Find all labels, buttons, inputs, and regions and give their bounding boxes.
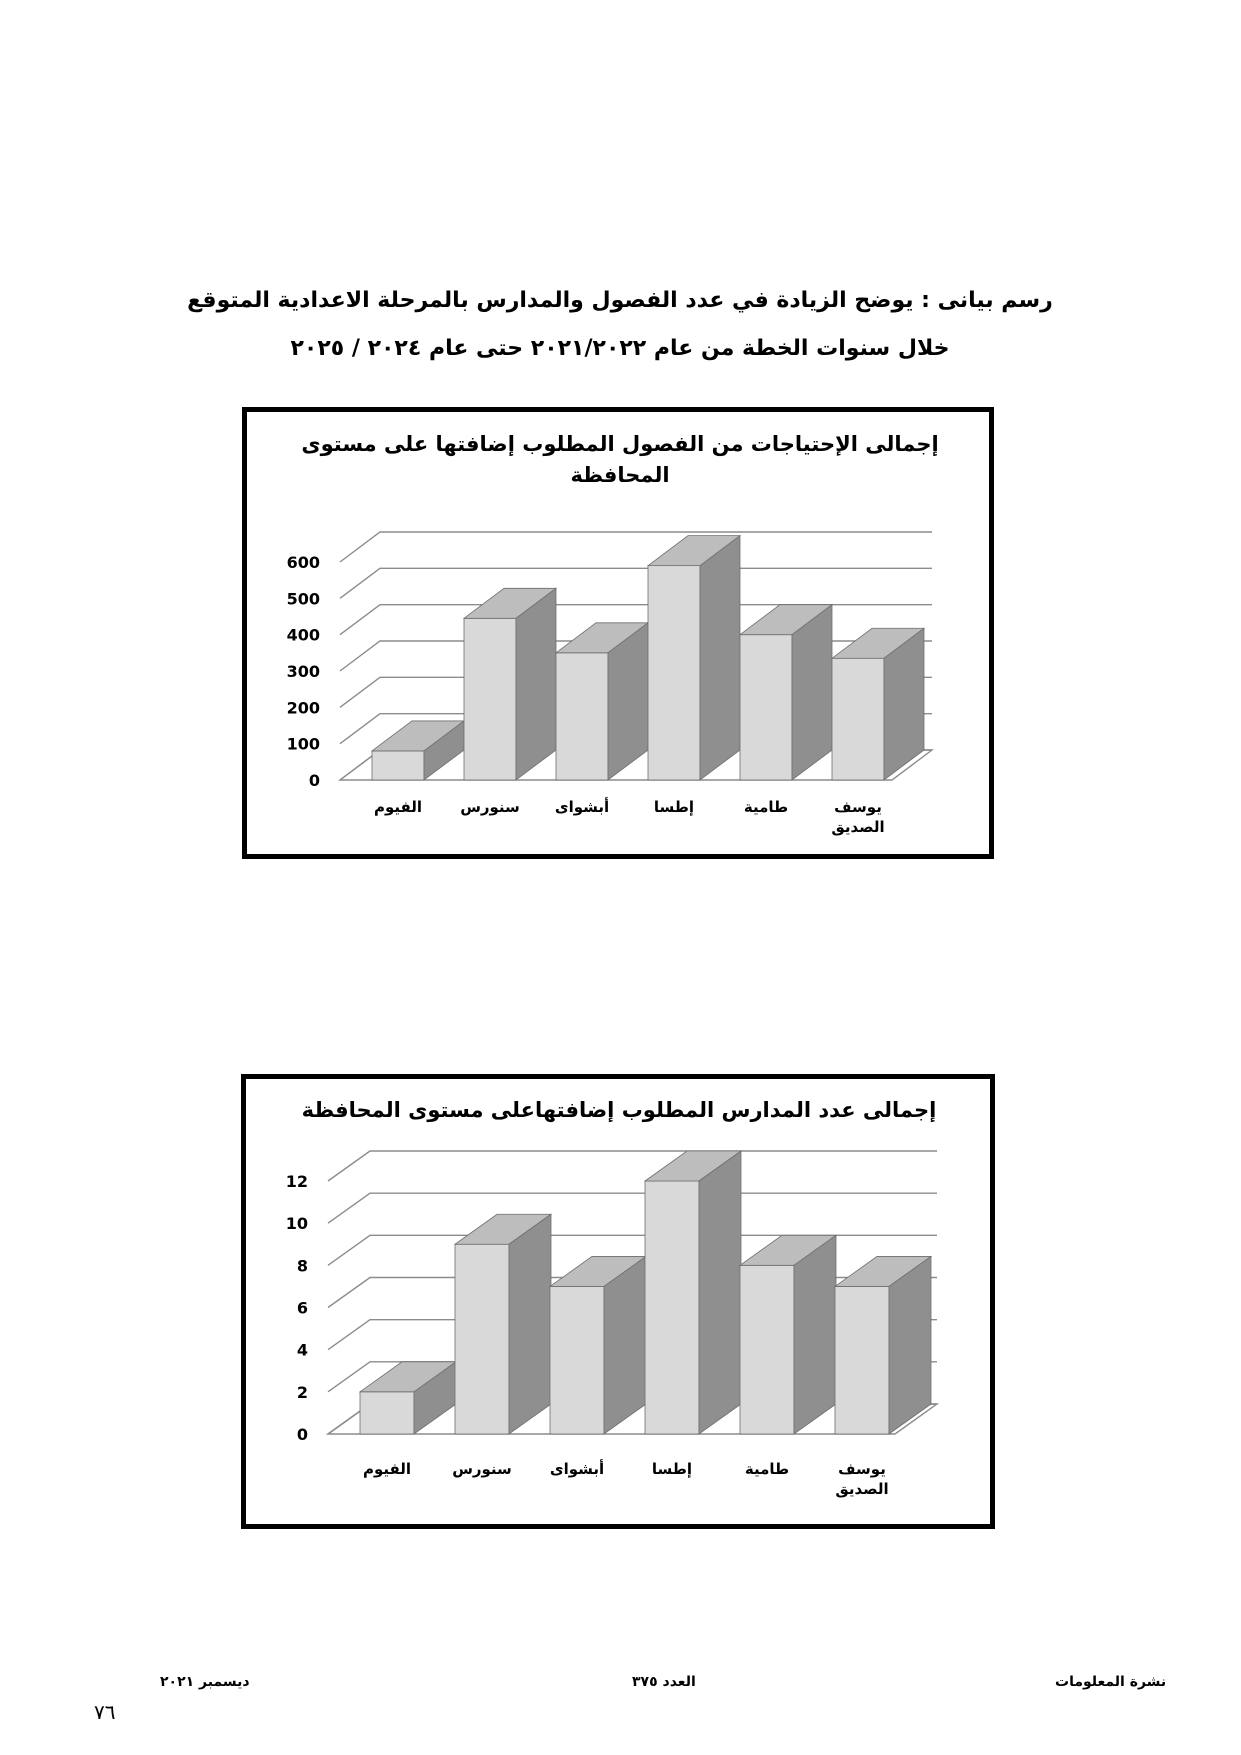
- category-label: الفيوم: [373, 798, 423, 816]
- y-tick-label: 500: [286, 589, 320, 609]
- page-heading-line2: خلال سنوات الخطة من عام ٢٠٢١/٢٠٢٢ حتى عام ٢٠٢٤ / ٢٠٢٥: [290, 336, 950, 361]
- gridline: [328, 1193, 937, 1223]
- bar-front: [372, 751, 424, 780]
- gridline: [340, 568, 932, 598]
- category-label: إطسا: [651, 1460, 693, 1478]
- bar: [464, 588, 556, 780]
- bar: [832, 628, 924, 780]
- bar-side: [794, 1235, 836, 1434]
- bar: [645, 1151, 741, 1434]
- y-tick-label: 400: [286, 625, 320, 645]
- bar: [740, 1235, 836, 1434]
- y-tick-label: 200: [286, 698, 320, 718]
- bar-front: [550, 1286, 604, 1434]
- category-label: الصديق: [835, 1480, 889, 1498]
- y-tick-label: 2: [296, 1382, 308, 1402]
- y-tick-label: 0: [308, 771, 320, 790]
- bar-front: [455, 1244, 509, 1434]
- y-tick-label: 100: [286, 734, 320, 754]
- y-tick-label: 6: [296, 1298, 308, 1318]
- category-label: الفيوم: [362, 1460, 412, 1478]
- category-label: سنورس: [452, 1460, 512, 1478]
- y-tick-label: 8: [296, 1256, 308, 1276]
- schools-chart-svg: [246, 1079, 990, 1524]
- bar: [648, 536, 740, 780]
- category-label: أبشواى: [554, 798, 610, 816]
- footer-issue: العدد ٣٧٥: [632, 1674, 696, 1690]
- gridline: [328, 1151, 937, 1181]
- bar: [372, 721, 464, 780]
- bar-front: [835, 1286, 889, 1434]
- bar: [550, 1256, 646, 1434]
- bar-front: [645, 1181, 699, 1434]
- bar-side: [700, 536, 740, 780]
- bar-front: [360, 1392, 414, 1434]
- category-label: سنورس: [460, 798, 520, 816]
- bar-front: [556, 653, 608, 780]
- classrooms-chart: [242, 407, 994, 859]
- bar-side: [699, 1151, 741, 1434]
- page-heading-line1: رسم بيانى : يوضح الزيادة في عدد الفصول والمدارس بالمرحلة الاعدادية المتوقع: [187, 288, 1053, 313]
- bar-side: [509, 1214, 551, 1434]
- bar-front: [464, 618, 516, 780]
- y-tick-label: 0: [296, 1425, 308, 1444]
- classrooms-chart-svg: [247, 412, 989, 854]
- bar: [556, 623, 648, 780]
- footer-date: ديسمبر ٢٠٢١: [160, 1674, 250, 1690]
- bar: [455, 1214, 551, 1434]
- category-label: يوسف: [838, 1460, 886, 1478]
- chart-title: إجمالى الإحتياجات من الفصول المطلوب إضافتها على مستوى: [301, 432, 939, 456]
- bar: [360, 1362, 456, 1434]
- page-number: ٧٦: [94, 1700, 116, 1724]
- bar: [740, 605, 832, 780]
- category-label: أبشواى: [549, 1460, 605, 1478]
- bar: [835, 1256, 931, 1434]
- y-tick-label: 10: [285, 1214, 308, 1234]
- bar-front: [740, 1265, 794, 1434]
- bar-side: [604, 1256, 646, 1434]
- y-tick-label: 600: [286, 553, 320, 572]
- category-label: يوسف: [834, 798, 882, 816]
- bar-front: [740, 635, 792, 780]
- y-tick-label: 12: [285, 1172, 308, 1191]
- bar-front: [648, 566, 700, 780]
- y-tick-label: 300: [286, 662, 320, 681]
- y-tick-label: 4: [296, 1340, 308, 1360]
- bar-side: [516, 588, 556, 780]
- footer-publication: نشرة المعلومات: [1055, 1674, 1167, 1690]
- bar-side: [889, 1256, 931, 1434]
- category-label: طامية: [744, 1460, 790, 1478]
- bar-front: [832, 658, 884, 780]
- chart-title: المحافظة: [570, 463, 670, 487]
- category-label: الصديق: [831, 818, 885, 836]
- category-label: إطسا: [653, 798, 695, 816]
- schools-chart: [241, 1074, 995, 1529]
- chart-title: إجمالى عدد المدارس المطلوب إضافتهاعلى مستوى المحافظة: [301, 1098, 937, 1122]
- bar-side: [792, 605, 832, 780]
- gridline: [340, 532, 932, 562]
- category-label: طامية: [743, 798, 789, 816]
